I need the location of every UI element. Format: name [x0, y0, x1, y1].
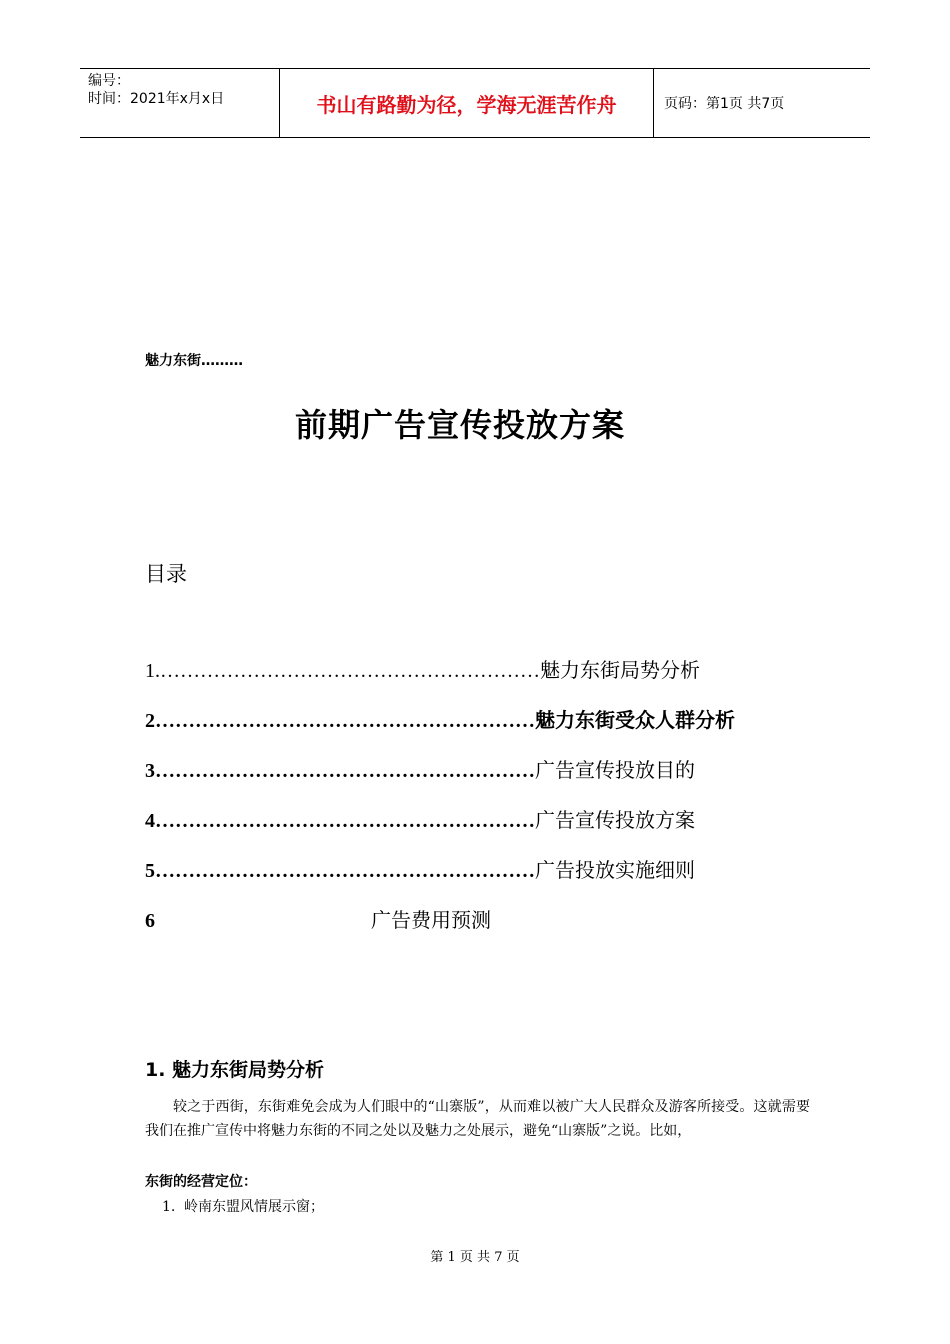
toc-item[interactable] [145, 755, 825, 805]
toc-item-leader: ………………………………………………… [160, 660, 540, 682]
list-item-number: 1. [162, 1199, 176, 1215]
toc-item-number: 2 [145, 710, 155, 732]
toc-item-number: 5 [145, 860, 155, 882]
toc-item-label: 魅力东街局势分析 [540, 658, 700, 682]
header-meta [80, 69, 280, 137]
header-motto: 书山有路勤为径，学海无涯苦作舟 [280, 69, 654, 137]
page-footer: 第 1 页 共 7 页 [430, 1250, 520, 1265]
toc-item[interactable] [145, 705, 825, 755]
toc-item-label: 魅力东街受众人群分析 [535, 708, 735, 732]
toc-item-number: 1. [145, 660, 160, 682]
toc-item[interactable] [145, 905, 825, 955]
document-title: 前期广告宣传投放方案 [294, 406, 625, 444]
toc-item[interactable] [145, 805, 825, 855]
toc-item-leader: ………………………………………………… [155, 810, 535, 832]
toc-item-leader: ………………………………………………… [155, 760, 535, 782]
section-heading: 1. 魅力东街局势分析 [145, 1059, 325, 1081]
toc-item[interactable] [145, 655, 825, 705]
table-of-contents [145, 655, 825, 955]
toc-item-number: 6 [145, 910, 155, 932]
toc-item-label: 广告费用预测 [371, 908, 491, 932]
header-time-label: 时间：2021年x月x日 [88, 91, 225, 107]
header-page-info: 页码：第1页 共7页 [664, 96, 785, 112]
toc-heading: 目录 [145, 562, 187, 586]
toc-item-number: 3 [145, 760, 155, 782]
toc-item[interactable] [145, 855, 825, 905]
toc-item-leader: ………………………………………………… [155, 860, 535, 882]
page-header [80, 68, 870, 138]
toc-item-label: 广告宣传投放方案 [535, 808, 695, 832]
toc-item-number: 4 [145, 810, 155, 832]
toc-item-label: 广告宣传投放目的 [535, 758, 695, 782]
header-number-label: 编号： [88, 73, 130, 89]
list-item-text: 岭南东盟风情展示窗； [184, 1199, 324, 1215]
section-paragraph: 较之于西街，东街难免会成为人们眼中的“山寨版”，从而难以被广大人民群众及游客所接受。这就需要我们在推广宣传中将魅力东街的不同之处以及魅力之处展示，避免“山寨版”之说。比如， [145, 1099, 810, 1139]
toc-item-leader: ………………………………………………… [155, 710, 535, 732]
section-subheading: 东街的经营定位： [145, 1174, 257, 1190]
pre-title: 魅力东街……… [145, 353, 243, 369]
list-item [162, 1196, 324, 1216]
toc-item-label: 广告投放实施细则 [535, 858, 695, 882]
